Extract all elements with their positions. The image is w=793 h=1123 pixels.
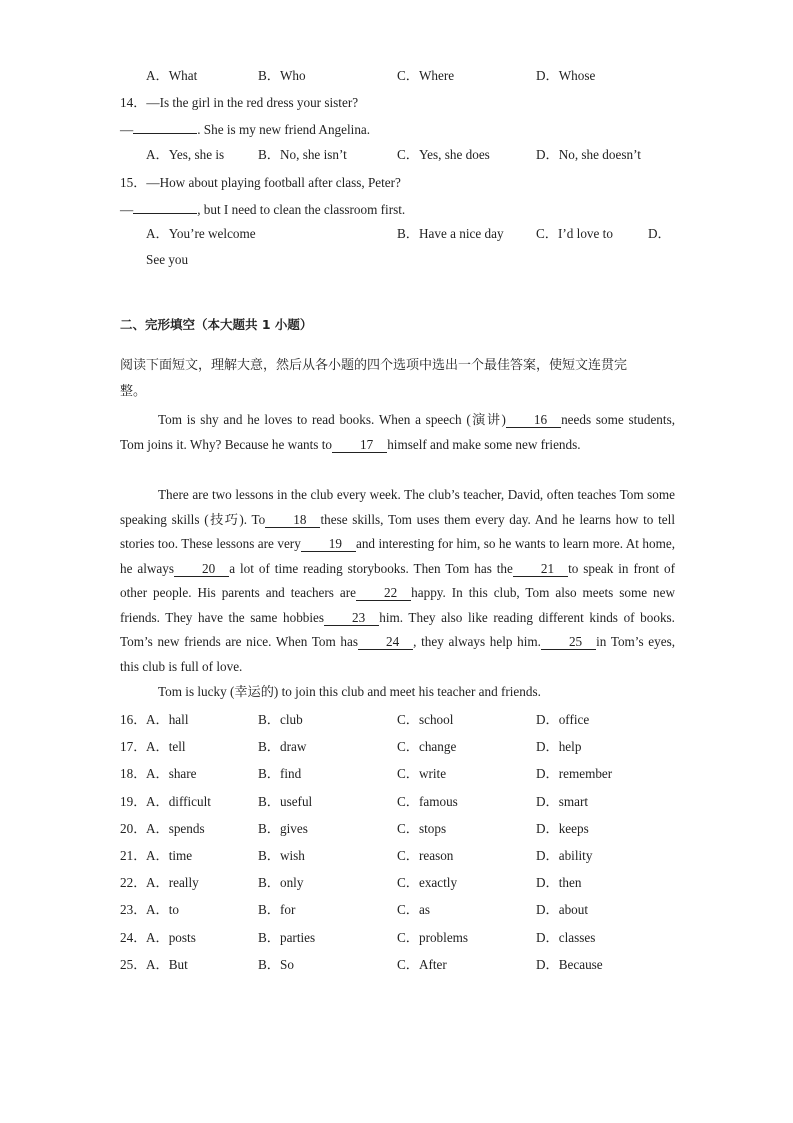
blank-20[interactable]: 20 — [174, 561, 229, 577]
cloze-option-d: D．then — [536, 875, 582, 891]
p1-text-3: himself and make some new friends. — [387, 436, 581, 452]
q14-answer-line — [120, 120, 370, 139]
cloze-option-a: A．to — [146, 902, 179, 918]
p2-text-8: , they always help him. — [413, 634, 541, 649]
cloze-option-a: A．posts — [146, 929, 196, 945]
p2-text-9: in Tom’s eyes, this club is full of love. — [120, 634, 675, 674]
q14-dash: — — [120, 122, 134, 137]
q14-number: 14． — [120, 95, 147, 110]
q15-answer-suffix: , but I need to clean the classroom first. — [197, 202, 406, 217]
q13-option-b: B．Who — [258, 68, 306, 83]
p2-text-5: to speak in front of other people. His parents and teachers are — [120, 560, 675, 600]
q15-option-b: B．Have a nice day — [397, 226, 504, 241]
cloze-question-number: 23． — [120, 902, 147, 918]
q13-option-c: C．Where — [397, 68, 455, 83]
q14-question-text: —Is the girl in the red dress your sister? — [146, 95, 359, 110]
passage-paragraph-1 — [120, 408, 675, 457]
blank-22[interactable]: 22 — [356, 585, 411, 601]
q15-option-d-text: See you — [146, 252, 189, 267]
p1-text-1: Tom is shy and he loves to read books. When a speech (演讲) — [158, 412, 506, 427]
cloze-option-c: C．exactly — [397, 875, 458, 891]
q15-dash: — — [120, 202, 134, 217]
cloze-option-d: D．help — [536, 739, 582, 755]
cloze-option-c: C．reason — [397, 848, 454, 863]
cloze-option-c: C．stops — [397, 820, 447, 836]
p2-text-4: a lot of time reading storybooks. Then Tom has the — [229, 560, 513, 576]
p2-text-6: happy. In this club, Tom also meets some new friends. They have the same hobbies — [120, 585, 676, 625]
cloze-option-d: D．remember — [536, 766, 613, 782]
cloze-option-a: A．tell — [146, 739, 186, 755]
cloze-option-b: B．draw — [258, 739, 307, 755]
q14-option-c: C．Yes, she does — [397, 147, 490, 162]
cloze-option-a: A．difficult — [146, 793, 211, 809]
q13-option-a: A．What — [146, 68, 198, 83]
section-title: 二、完形填空（本大题共 1 小题） — [120, 317, 313, 332]
blank-18[interactable]: 18 — [265, 512, 320, 528]
q15-option-d: D． — [648, 226, 671, 241]
q14-option-a: A．Yes, she is — [146, 147, 225, 162]
p2-text-2: these skills, Tom uses them every day. And he learns how to tell stories too. These lessons are very — [120, 511, 675, 551]
cloze-option-c: C．school — [397, 712, 454, 727]
cloze-option-d: D．Because — [536, 956, 603, 972]
p1-text-2: needs some students, Tom joins it. Why? Because he wants to — [120, 412, 675, 452]
cloze-option-a: A．spends — [146, 820, 205, 836]
cloze-question-number: 18． — [120, 766, 147, 782]
cloze-option-d: D．office — [536, 712, 590, 727]
p2-text-3: and interesting for him, so he wants to learn more. At home, he always — [120, 536, 675, 576]
cloze-option-b: B．for — [258, 902, 296, 918]
blank-21[interactable]: 21 — [513, 561, 568, 577]
cloze-option-b: B．parties — [258, 929, 316, 945]
cloze-option-c: C．After — [397, 956, 447, 972]
section-instruction-1: 阅读下面短文，理解大意，然后从各小题的四个选项中选出一个最佳答案，使短文连贯完 — [120, 358, 628, 373]
q14-answer-suffix: . She is my new friend Angelina. — [197, 122, 371, 137]
cloze-option-d: D．smart — [536, 793, 589, 809]
cloze-option-d: D．keeps — [536, 820, 589, 836]
blank-16[interactable]: 16 — [506, 412, 561, 428]
cloze-option-d: D．about — [536, 902, 589, 918]
q14-option-d: D．No, she doesn’t — [536, 147, 641, 162]
blank-23[interactable]: 23 — [324, 610, 379, 626]
cloze-question-number: 21． — [120, 848, 147, 863]
q13-option-d: D．Whose — [536, 68, 596, 83]
cloze-option-c: C．change — [397, 739, 457, 755]
cloze-question-number: 17． — [120, 739, 147, 755]
cloze-option-c: C．problems — [397, 929, 469, 945]
q15-question-text: —How about playing football after class, Peter? — [146, 175, 401, 190]
cloze-option-b: B．only — [258, 875, 304, 891]
cloze-option-b: B．club — [258, 712, 303, 727]
q14-blank[interactable] — [133, 120, 197, 134]
q15-blank[interactable] — [133, 200, 197, 214]
section-instruction-2: 整。 — [120, 384, 147, 399]
cloze-option-c: C．write — [397, 766, 447, 782]
p2-text-7: him. They also like reading different kinds of books. Tom’s new friends are nice. When Tom has — [120, 609, 675, 649]
cloze-option-a: A．time — [146, 848, 193, 863]
cloze-question-number: 20． — [120, 820, 147, 836]
cloze-question-number: 19． — [120, 793, 147, 809]
blank-24[interactable]: 24 — [358, 634, 413, 650]
cloze-option-d: D．ability — [536, 848, 593, 863]
passage-paragraph-3: Tom is lucky (幸运的) to join this club and meet his teacher and friends. — [158, 684, 541, 699]
cloze-option-d: D．classes — [536, 929, 596, 945]
cloze-option-b: B．gives — [258, 820, 308, 836]
blank-17[interactable]: 17 — [332, 437, 387, 453]
cloze-option-b: B．wish — [258, 848, 305, 863]
p2-text-1: There are two lessons in the club every week. The club’s teacher, David, often teaches Tom some speaking skills (技巧). To — [120, 487, 675, 527]
cloze-option-c: C．as — [397, 902, 430, 918]
cloze-option-c: C．famous — [397, 793, 458, 809]
cloze-option-b: B．useful — [258, 793, 313, 809]
q15-answer-line — [120, 200, 405, 219]
q15-question — [120, 174, 401, 192]
q14-option-b: B．No, she isn’t — [258, 147, 347, 162]
blank-25[interactable]: 25 — [541, 634, 596, 650]
passage-paragraph-2 — [120, 483, 675, 679]
cloze-option-a: A．But — [146, 956, 188, 972]
q15-option-a: A．You’re welcome — [146, 226, 256, 241]
q15-number: 15． — [120, 175, 147, 190]
cloze-option-a: A．share — [146, 766, 197, 782]
q15-option-c: C．I’d love to — [536, 226, 613, 241]
cloze-option-b: B．find — [258, 766, 302, 782]
cloze-option-a: A．really — [146, 875, 199, 891]
q14-question — [120, 94, 358, 112]
cloze-option-b: B．So — [258, 956, 294, 972]
cloze-question-number: 25． — [120, 956, 147, 972]
blank-19[interactable]: 19 — [301, 536, 356, 552]
cloze-question-number: 24． — [120, 929, 147, 945]
cloze-option-a: A．hall — [146, 712, 189, 727]
cloze-question-number: 22． — [120, 875, 147, 891]
cloze-question-number: 16． — [120, 712, 147, 727]
